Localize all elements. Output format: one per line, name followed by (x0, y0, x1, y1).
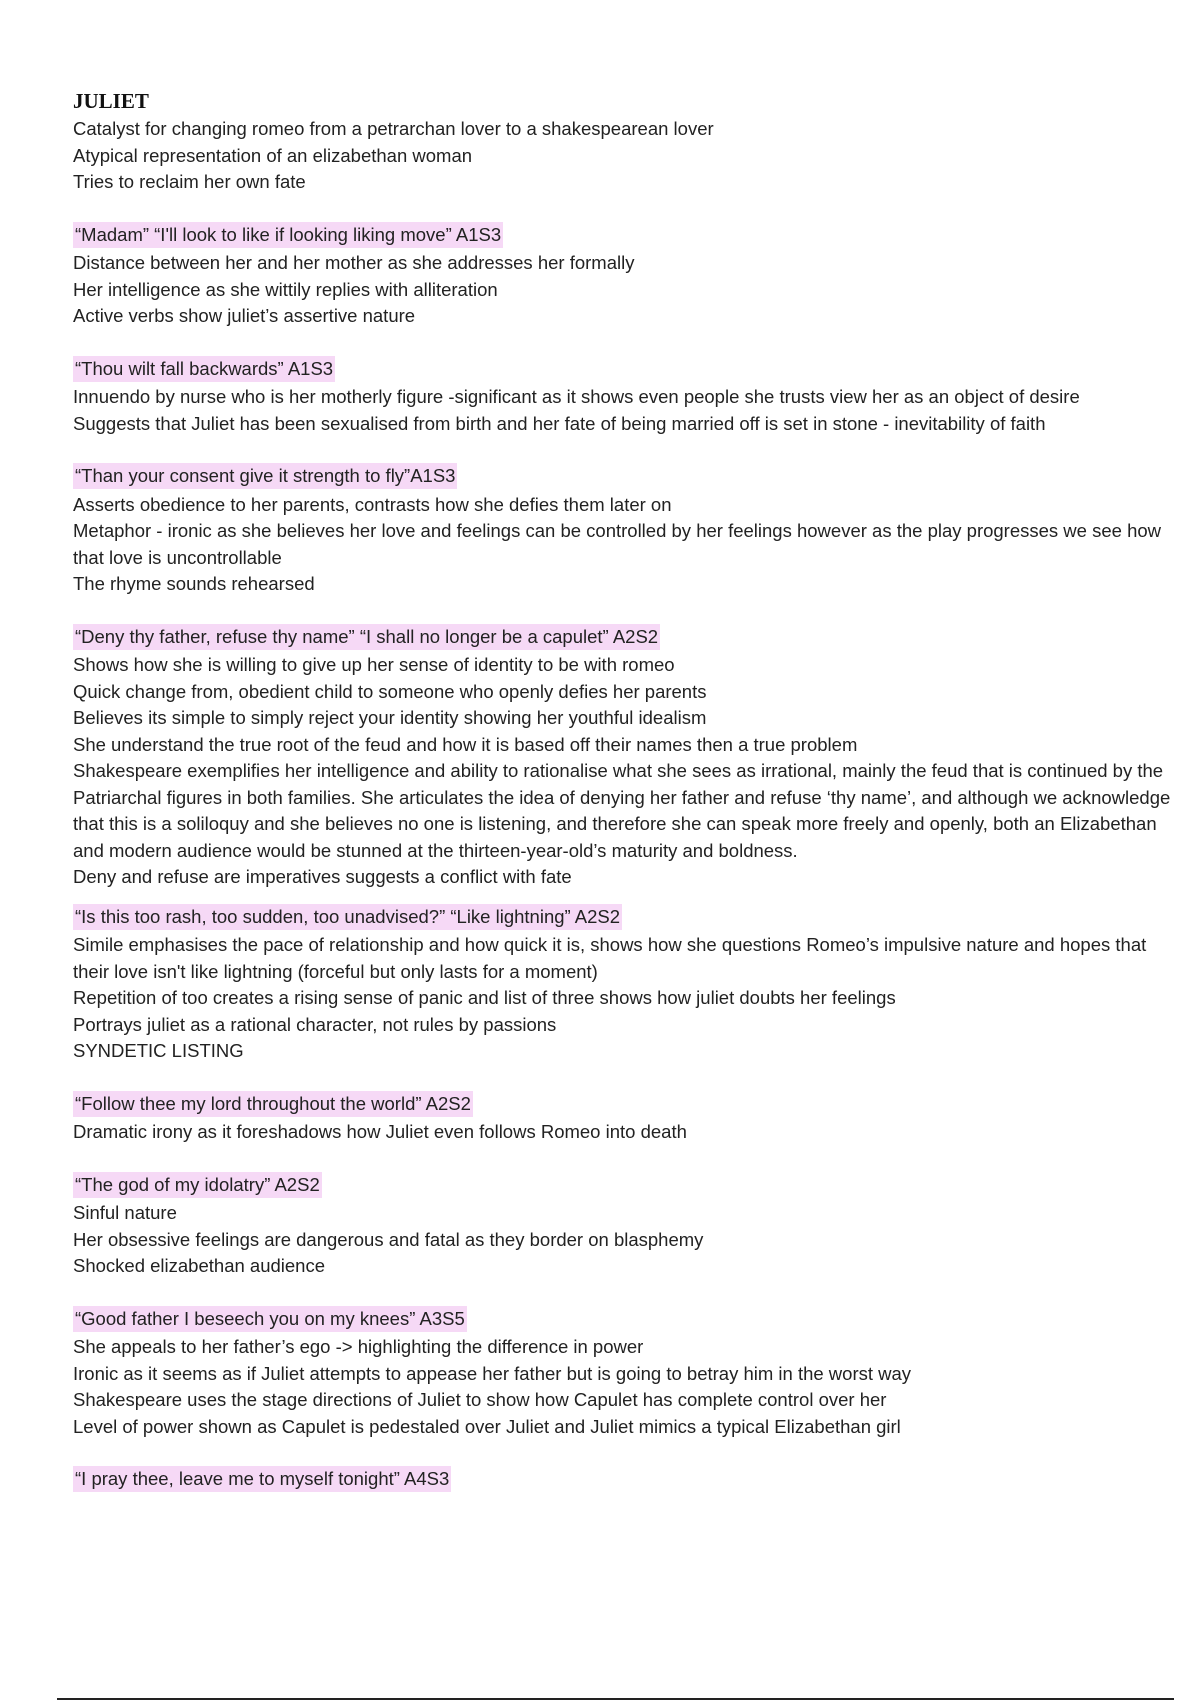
analysis-note: Sinful nature (73, 1202, 177, 1223)
analysis-note: Shows how she is willing to give up her sense of identity to be with romeo (73, 654, 675, 675)
quote-section (73, 1466, 1183, 1495)
analysis-note: The rhyme sounds rehearsed (73, 573, 315, 594)
analysis-note: Active verbs show juliet’s assertive nature (73, 305, 416, 326)
intro-line: Atypical representation of an elizabethan woman (73, 144, 473, 166)
analysis-note: SYNDETIC LISTING (73, 1040, 244, 1061)
analysis-note: Portrays juliet as a rational character, not rules by passions (73, 1013, 557, 1035)
quote-section (73, 356, 1183, 438)
analysis-note: Shocked elizabethan audience (73, 1255, 325, 1276)
analysis-note: Believes its simple to simply reject your identity showing her youthful idealism (73, 707, 707, 728)
analysis-note: Level of power shown as Capulet is pedestaled over Juliet and Juliet mimics a typical Elizabethan girl (73, 1415, 901, 1437)
analysis-note: Simile emphasises the pace of relationship and how quick it is, shows how she questions Romeo’s impulsive nature and hopes that their love isn't like lightning (forceful but only lasts for a moment) (73, 934, 1147, 982)
quote-section (73, 1306, 1183, 1441)
highlighted-quote: “Thou wilt fall backwards” A1S3 (73, 356, 335, 382)
intro-line: Catalyst for changing romeo from a petrarchan lover to a shakespearean lover (73, 118, 714, 139)
analysis-note: Quick change from, obedient child to someone who openly defies her parents (73, 680, 707, 702)
analysis-note: Innuendo by nurse who is her motherly figure -significant as it shows even people she trusts view her as an object of desire (73, 386, 1080, 407)
intro-block (73, 116, 1183, 196)
highlighted-quote: “I pray thee, leave me to myself tonight” A4S3 (73, 1466, 451, 1492)
highlighted-quote: “Deny thy father, refuse thy name” “I shall no longer be a capulet” A2S2 (73, 624, 660, 650)
analysis-note: Shakespeare uses the stage directions of Juliet to show how Capulet has complete control over her (73, 1389, 887, 1410)
analysis-note: Her intelligence as she wittily replies with alliteration (73, 278, 498, 300)
analysis-note: Dramatic irony as it foreshadows how Juliet even follows Romeo into death (73, 1121, 687, 1142)
highlighted-quote: “Than your consent give it strength to fly”A1S3 (73, 463, 457, 489)
document-page (73, 86, 1183, 1495)
analysis-note: Distance between her and her mother as she addresses her formally (73, 252, 635, 273)
intro-line: Tries to reclaim her own fate (73, 171, 306, 192)
analysis-note: She appeals to her father’s ego -> highlighting the difference in power (73, 1336, 644, 1357)
quote-section (73, 624, 1183, 891)
analysis-note: Shakespeare exemplifies her intelligence and ability to rationalise what she sees as irrational, mainly the feud that is continued by the Patriarchal figures in both families. She articulates the idea of denying her father and refuse ‘thy name’, and although we acknowledge that this is a soliloquy and she believes no one is listening, and therefore she can speak more freely and openly, both an Elizabethan and modern audience would be stunned at the thirteen-year-old’s maturity and boldness. (73, 760, 1171, 861)
analysis-note: Deny and refuse are imperatives suggests a conflict with fate (73, 866, 572, 887)
quote-section (73, 222, 1183, 330)
analysis-note: She understand the true root of the feud and how it is based off their names then a true problem (73, 733, 858, 755)
analysis-note: Asserts obedience to her parents, contrasts how she defies them later on (73, 493, 672, 515)
quote-section (73, 1091, 1183, 1146)
highlighted-quote: “The god of my idolatry” A2S2 (73, 1172, 322, 1198)
highlighted-quote: “Good father I beseech you on my knees” A3S5 (73, 1306, 467, 1332)
quote-section (73, 904, 1183, 1065)
quote-section (73, 463, 1183, 598)
analysis-note: Her obsessive feelings are dangerous and fatal as they border on blasphemy (73, 1228, 704, 1250)
highlighted-quote: “Follow thee my lord throughout the world” A2S2 (73, 1091, 473, 1117)
analysis-note: Suggests that Juliet has been sexualised from birth and her fate of being married off is set in stone - inevitability of faith (73, 412, 1046, 434)
analysis-note: Ironic as it seems as if Juliet attempts to appease her father but is going to betray him in the worst way (73, 1362, 912, 1384)
analysis-note: Repetition of too creates a rising sense of panic and list of three shows how juliet doubts her feelings (73, 987, 896, 1008)
quote-section (73, 1172, 1183, 1280)
highlighted-quote: “Madam” “I'll look to like if looking liking move” A1S3 (73, 222, 503, 248)
page-title: JULIET (73, 89, 149, 113)
highlighted-quote: “Is this too rash, too sudden, too unadvised?” “Like lightning” A2S2 (73, 904, 622, 930)
analysis-note: Metaphor - ironic as she believes her love and feelings can be controlled by her feelings however as the play progresses we see how that love is uncontrollable (73, 520, 1162, 568)
